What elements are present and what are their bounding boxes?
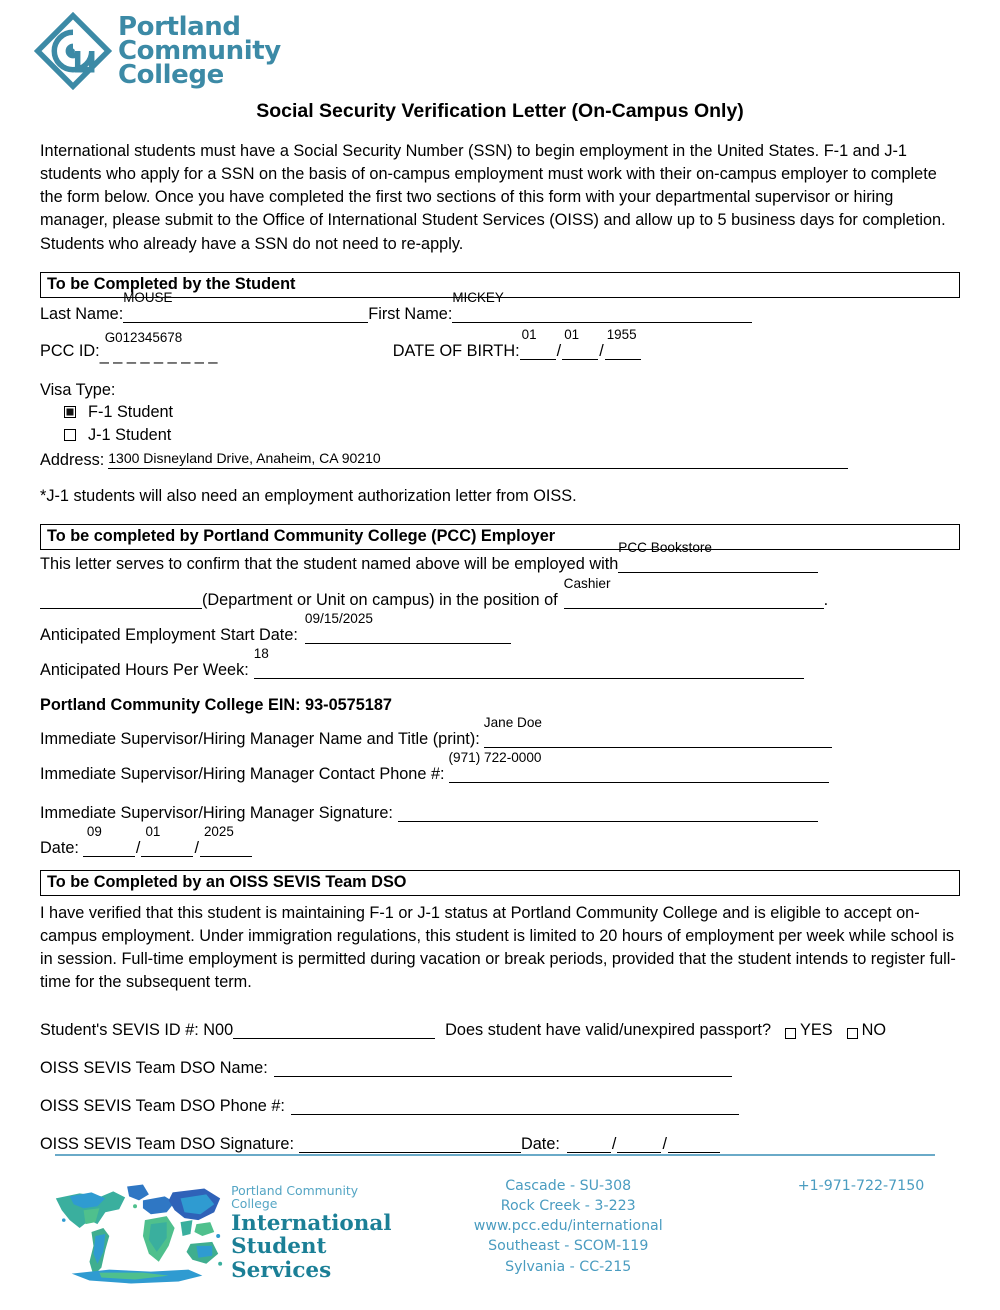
sevis-id-label: Student's SEVIS ID #: N00 <box>40 1021 234 1040</box>
last-name-label: Last Name: <box>40 304 124 323</box>
pccid-dob-row <box>40 326 960 360</box>
dob-month-field[interactable] <box>520 326 556 360</box>
intro-paragraph: International students must have a Social Security Number (SSN) to begin employment in the United States. F-1 and J-1 students who apply for a SSN on the basis of on-campus employment must work with their on-campus employer to complete the form below. Once you have completed the first two sections of this form with your departmental supervisor or hiring manager, please submit to the Office of International Student Services (OISS) and allow up to 5 business days for completion. Students who already have a SSN do not need to re-apply. <box>40 142 946 253</box>
dso-date-day-field[interactable] <box>617 1134 661 1153</box>
supervisor-name-row <box>40 714 960 748</box>
dso-date-label: Date: <box>520 1135 560 1154</box>
world-map-icon <box>40 1176 223 1291</box>
position-value: Cashier <box>563 575 611 591</box>
supervisor-name-value: Jane Doe <box>483 714 542 730</box>
dso-date-field[interactable] <box>567 1134 720 1153</box>
last-name-value: MOUSE <box>123 289 173 305</box>
employer-date-day-field[interactable] <box>141 823 193 857</box>
visa-type-label: Visa Type: <box>40 380 116 399</box>
supervisor-phone-value: (971) 722-0000 <box>448 749 542 765</box>
employer-date-month-value: 09 <box>86 823 102 839</box>
dso-section-heading: To be Completed by an OISS SEVIS Team DSO <box>40 870 960 896</box>
iss-title-line-3: Services <box>231 1257 332 1283</box>
visa-j1-option[interactable] <box>40 426 960 445</box>
passport-question-label: Does student have valid/unexpired passport? <box>445 1021 772 1040</box>
pcc-diamond-spiral-icon <box>34 12 112 90</box>
iss-subtitle: Portland Community College <box>231 1183 359 1211</box>
student-section-heading: To be Completed by the Student <box>40 272 960 298</box>
dso-date-slash-1: / <box>611 1135 617 1154</box>
dob-year-value: 1955 <box>606 326 637 342</box>
supervisor-signature-field[interactable] <box>398 803 818 822</box>
document-header <box>0 0 1000 122</box>
first-name-field[interactable] <box>452 289 752 323</box>
dob-day-value: 01 <box>564 326 580 342</box>
footer-campus-rock-creek: Rock Creek - 3-223 <box>500 1198 636 1215</box>
supervisor-signature-label: Immediate Supervisor/Hiring Manager Signature: <box>40 803 393 822</box>
supervisor-name-label: Immediate Supervisor/Hiring Manager Name and Title (print): <box>40 729 480 748</box>
address-label: Address: <box>40 450 105 469</box>
visa-f1-checkbox[interactable] <box>64 406 76 418</box>
footer-campus-sylvania: Sylvania - CC-215 <box>505 1258 632 1275</box>
supervisor-phone-label: Immediate Supervisor/Hiring Manager Contact Phone #: <box>40 764 445 783</box>
footer-divider <box>55 1154 935 1156</box>
hours-value: 18 <box>253 645 269 661</box>
sevis-id-field[interactable] <box>233 1020 435 1039</box>
document-body <box>40 140 960 1153</box>
employer-line-2 <box>40 575 960 609</box>
footer-campus-list <box>444 1176 692 1277</box>
footer-website[interactable]: www.pcc.edu/international <box>473 1218 663 1235</box>
hours-row <box>40 645 960 679</box>
hours-field[interactable] <box>253 645 804 679</box>
logo-text-line-1: Portland <box>118 11 241 42</box>
footer-campus-cascade: Cascade - SU-308 <box>505 1178 632 1194</box>
address-row <box>40 450 960 469</box>
employer-date-month-field[interactable] <box>83 823 135 857</box>
employer-date-label: Date: <box>40 838 79 857</box>
last-name-field[interactable] <box>123 289 368 323</box>
dso-signature-label: OISS SEVIS Team DSO Signature: <box>40 1135 294 1154</box>
start-date-value: 09/15/2025 <box>304 610 373 626</box>
employer-date-field[interactable] <box>83 823 252 857</box>
dob-month-value: 01 <box>521 326 537 342</box>
dso-phone-row <box>40 1096 960 1115</box>
employer-date-year-field[interactable] <box>200 823 252 857</box>
employer-date-slash-2: / <box>194 838 199 857</box>
employment-confirm-text: This letter serves to confirm that the student named above will be employed with <box>40 554 619 573</box>
start-date-row <box>40 610 960 644</box>
position-field[interactable] <box>563 575 824 609</box>
sevis-id-row <box>40 1020 960 1039</box>
employer-date-slash-1: / <box>135 838 141 857</box>
start-date-label: Anticipated Employment Start Date: <box>40 625 298 644</box>
dob-field[interactable] <box>520 326 641 360</box>
employer-section-heading: To be completed by Portland Community College (PCC) Employer <box>40 524 960 550</box>
dob-slash-2: / <box>599 341 604 360</box>
supervisor-signature-row <box>40 803 960 822</box>
dso-name-field[interactable] <box>274 1058 732 1077</box>
ein-row <box>40 697 960 714</box>
dso-date-slash-2: / <box>662 1135 667 1154</box>
dob-label: DATE OF BIRTH: <box>392 341 520 360</box>
pcc-id-label: PCC ID: <box>40 341 100 360</box>
visa-j1-label: J-1 Student <box>88 425 172 444</box>
iss-title-line-2: Student <box>231 1234 327 1260</box>
document-footer <box>40 1176 960 1291</box>
supervisor-phone-field[interactable] <box>448 749 829 783</box>
employer-line-1 <box>40 539 960 573</box>
pcc-id-field[interactable] <box>100 329 225 360</box>
department-value: PCC Bookstore <box>618 539 712 555</box>
address-value: 1300 Disneyland Drive, Anaheim, CA 90210 <box>108 450 381 467</box>
logo-text-line-2: Community <box>118 35 281 66</box>
dob-day-field[interactable] <box>562 326 598 360</box>
address-field[interactable] <box>108 450 848 469</box>
department-continuation-field[interactable] <box>40 590 202 609</box>
pcc-id-value: G012345678 <box>104 329 183 345</box>
ein-label: Portland Community College EIN: 93-0575187 <box>40 695 392 714</box>
dob-slash-1: / <box>556 341 562 360</box>
department-field[interactable] <box>618 539 818 573</box>
dso-phone-field[interactable] <box>291 1096 739 1115</box>
passport-yes-label: YES <box>800 1021 833 1040</box>
start-date-field[interactable] <box>304 610 511 644</box>
visa-type-label-row <box>40 382 960 399</box>
line2-period: . <box>823 590 829 609</box>
j1-note: *J-1 students will also need an employment authorization letter from OISS. <box>40 486 577 505</box>
dso-date-month-field[interactable] <box>567 1134 611 1153</box>
passport-yes-checkbox[interactable] <box>785 1028 796 1039</box>
footer-phone[interactable]: +1-971-722-7150 <box>797 1178 925 1194</box>
dso-date-year-field[interactable] <box>668 1134 720 1153</box>
name-row <box>40 289 960 323</box>
dso-phone-label: OISS SEVIS Team DSO Phone #: <box>40 1097 285 1116</box>
supervisor-phone-row <box>40 749 960 783</box>
footer-campus-southeast: Southeast - SCOM-119 <box>488 1238 649 1255</box>
visa-j1-checkbox[interactable] <box>64 429 76 441</box>
dso-name-row <box>40 1058 960 1077</box>
visa-f1-option[interactable] <box>40 403 960 422</box>
dso-signature-field[interactable] <box>299 1134 521 1153</box>
first-name-label: First Name: <box>368 304 453 323</box>
iss-title-line-1: International <box>231 1211 392 1237</box>
employer-date-row <box>40 823 960 857</box>
passport-no-checkbox[interactable] <box>847 1028 858 1039</box>
first-name-value: MICKEY <box>452 289 504 305</box>
employer-date-day-value: 01 <box>145 823 161 839</box>
logo-text-line-3: College <box>118 60 224 91</box>
visa-f1-label: F-1 Student <box>88 402 174 421</box>
employer-date-year-value: 2025 <box>203 823 234 839</box>
dso-body-text: I have verified that this student is maintaining F-1 or J-1 status at Portland Community College and is eligible to accept on-campus employment. Under immigration regulations, this student is limited to 20 hours of employment per week while school is in session. Full-time employment is permitted during vacation or break periods, provided that the student intends to register full-time for the subsequent term. <box>40 903 956 992</box>
hours-label: Anticipated Hours Per Week: <box>40 660 249 679</box>
international-student-services-logo <box>40 1176 406 1291</box>
passport-no-label: NO <box>861 1021 887 1040</box>
page-title: Social Security Verification Letter (On-Campus Only) <box>256 100 744 122</box>
supervisor-name-field[interactable] <box>483 714 832 748</box>
department-unit-text: (Department or Unit on campus) in the position of <box>202 590 558 609</box>
portland-community-college-logo <box>34 12 281 90</box>
dso-name-label: OISS SEVIS Team DSO Name: <box>40 1059 268 1078</box>
dso-signature-row <box>40 1134 960 1153</box>
dob-year-field[interactable] <box>605 326 641 360</box>
